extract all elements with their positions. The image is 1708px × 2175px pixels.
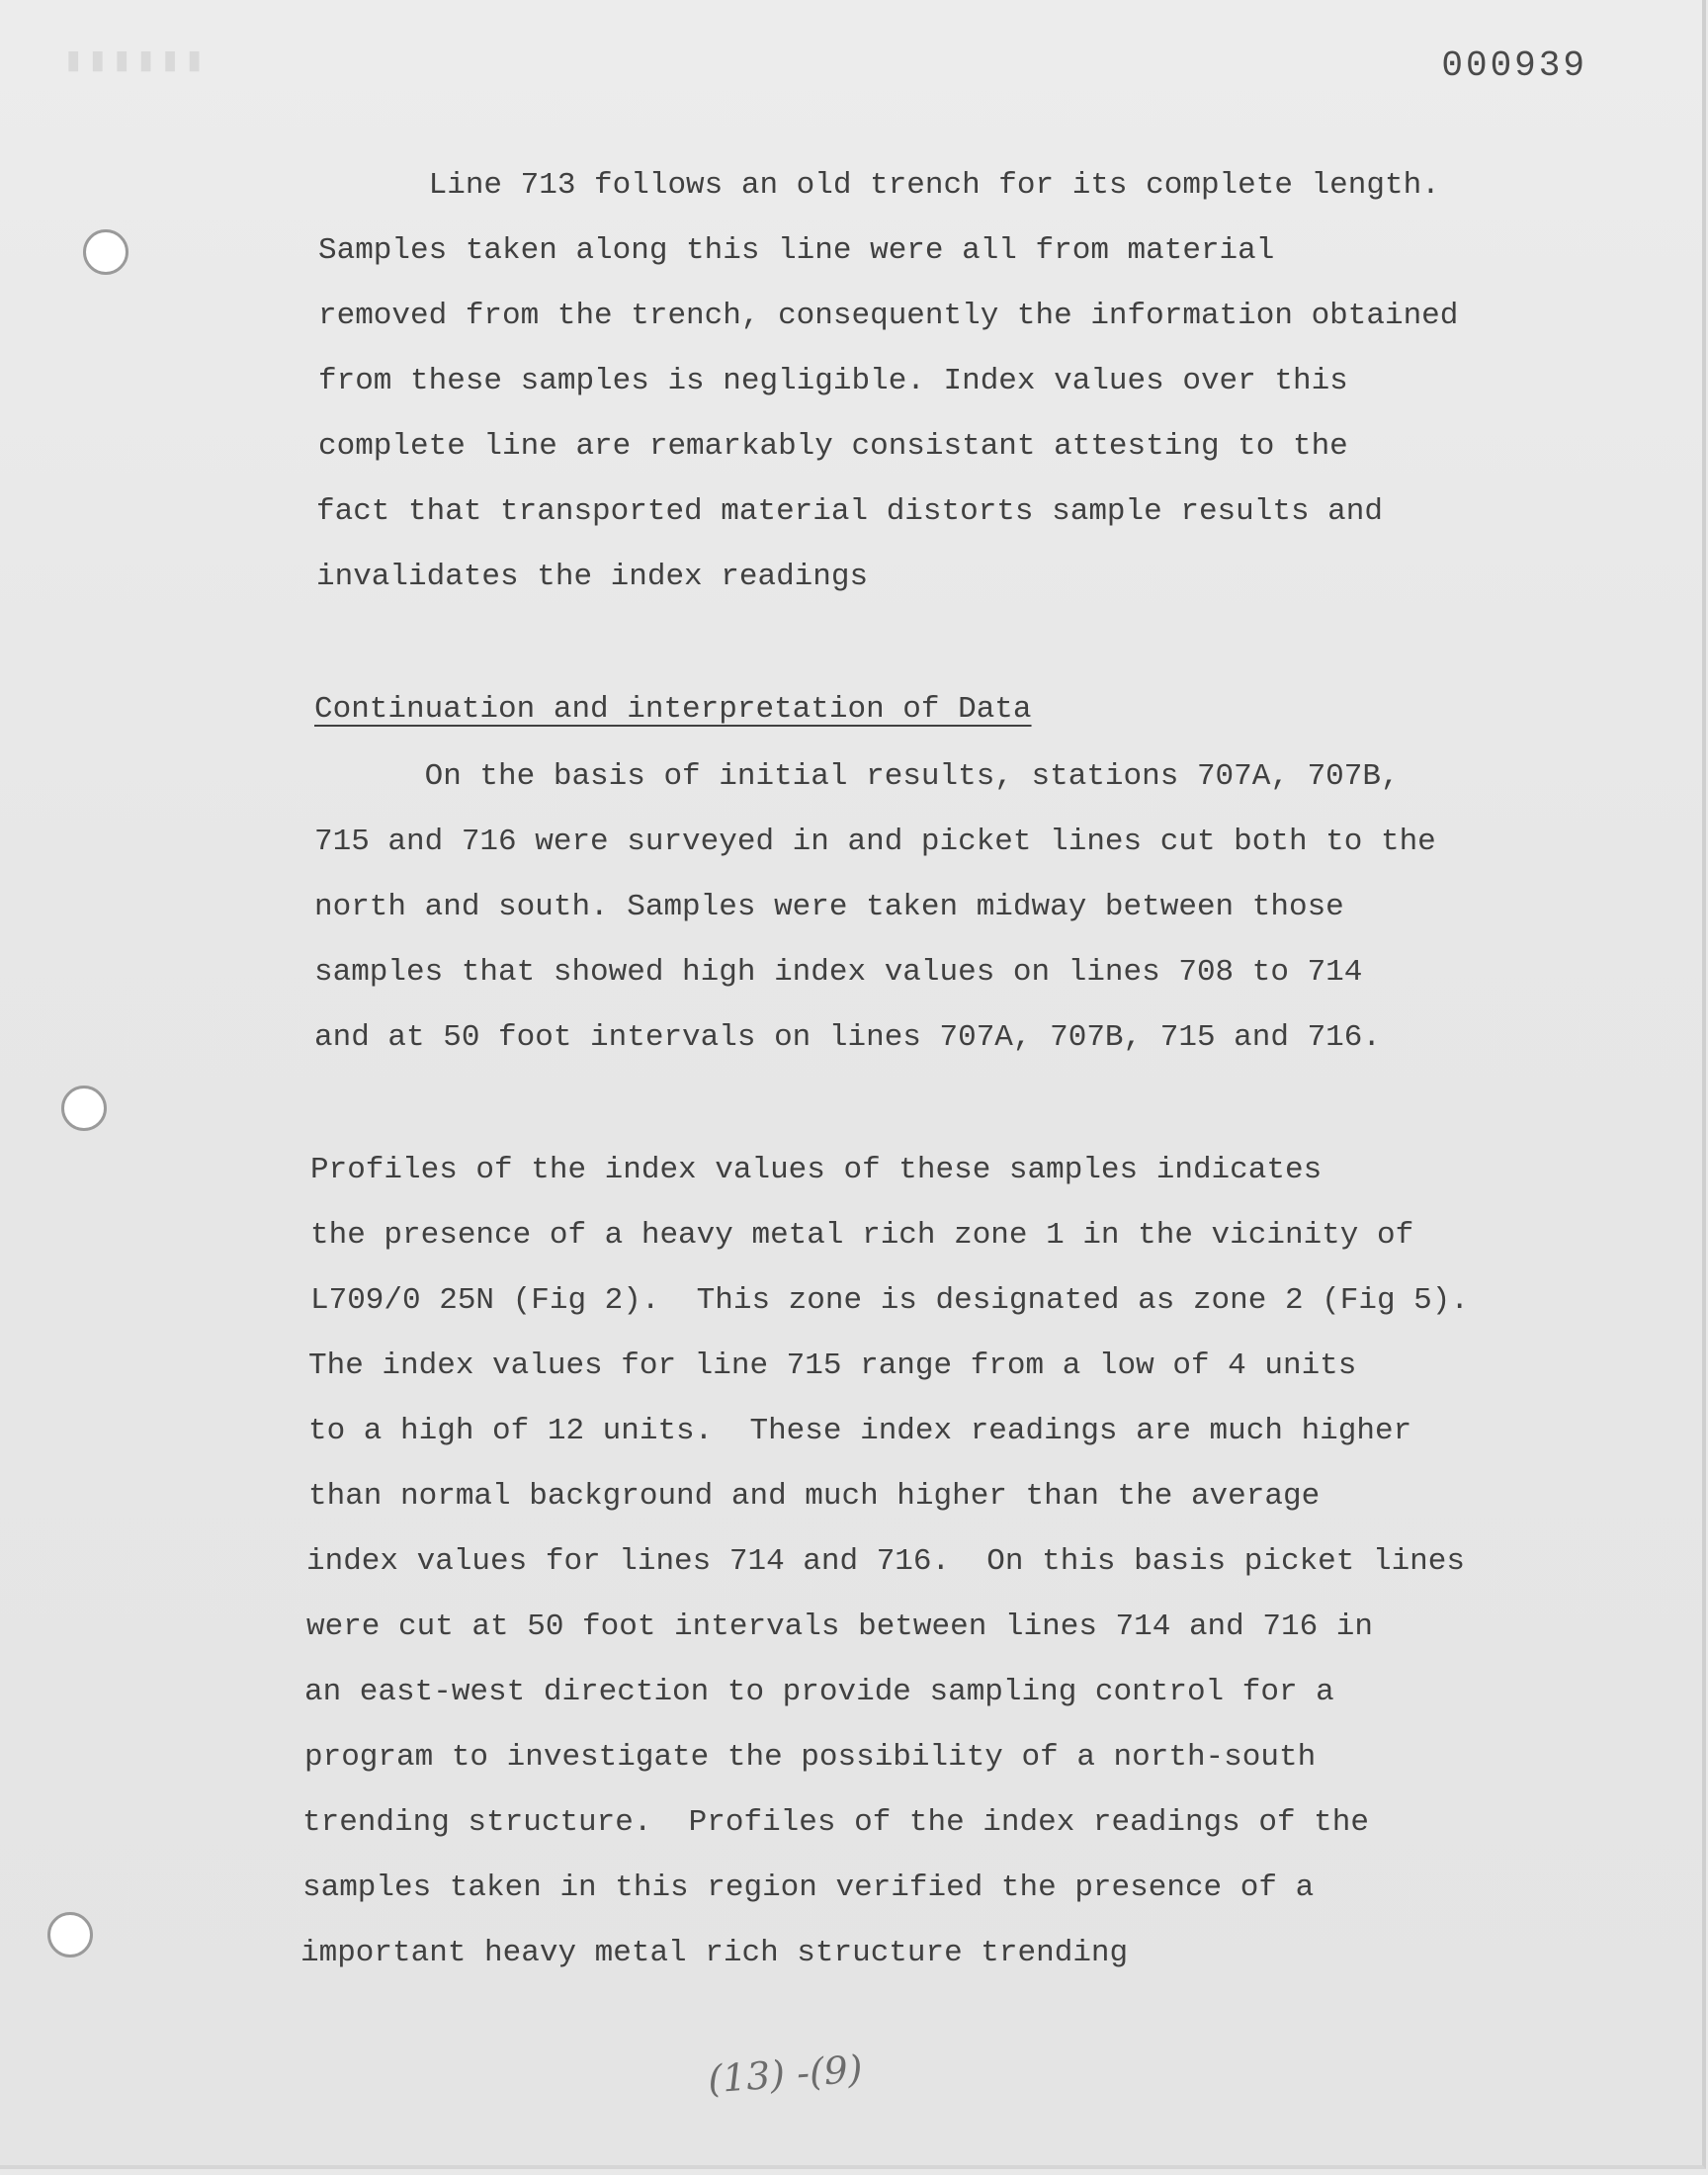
section-line: 715 and 716 were surveyed in and picket lines cut both to the: [314, 825, 1436, 859]
page-number: 000939: [1441, 45, 1587, 86]
profile-line: an east-west direction to provide sampling control for a: [304, 1675, 1334, 1709]
profile-line: to a high of 12 units. These index readings are much higher: [308, 1414, 1412, 1448]
intro-line: from these samples is negligible. Index values over this: [318, 364, 1348, 398]
profile-line: were cut at 50 foot intervals between lines 714 and 716 in: [306, 1610, 1373, 1644]
intro-line: invalidates the index readings: [316, 560, 869, 594]
profile-line: than normal background and much higher than the average: [308, 1479, 1321, 1514]
section-line: samples that showed high index values on lines 708 to 714: [314, 955, 1363, 990]
profile-line: index values for lines 714 and 716. On this basis picket lines: [306, 1544, 1465, 1579]
profile-line: program to investigate the possibility of a north-south: [304, 1740, 1317, 1775]
profile-line: important heavy metal rich structure trending: [300, 1936, 1129, 1970]
intro-line: removed from the trench, consequently the information obtained: [318, 299, 1459, 333]
intro-line: fact that transported material distorts sample results and: [316, 494, 1383, 529]
profile-line: The index values for line 715 range from a low of 4 units: [308, 1348, 1357, 1383]
profile-line: the presence of a heavy metal rich zone 1 in the vicinity of: [310, 1218, 1414, 1253]
section-heading: Continuation and interpretation of Data: [314, 692, 1032, 727]
faint-stamp-bleedthrough: ▮▮▮▮▮▮: [63, 44, 209, 81]
punch-hole-middle: [61, 1086, 107, 1131]
section-line: On the basis of initial results, stations 707A, 707B,: [314, 759, 1400, 794]
intro-line: complete line are remarkably consistant attesting to the: [318, 429, 1348, 464]
intro-line: Line 713 follows an old trench for its complete length.: [318, 168, 1440, 203]
intro-line: Samples taken along this line were all from material: [318, 233, 1275, 268]
punch-hole-top: [83, 229, 128, 275]
profile-line: trending structure. Profiles of the index readings of the: [302, 1805, 1369, 1840]
profile-line: Profiles of the index values of these samples indicates: [310, 1153, 1323, 1187]
profile-line: L709/0 25N (Fig 2). This zone is designated as zone 2 (Fig 5).: [310, 1283, 1469, 1318]
section-line: north and south. Samples were taken midway between those: [314, 890, 1344, 924]
punch-hole-bottom: [47, 1912, 93, 1958]
profile-line: samples taken in this region verified the presence of a: [302, 1870, 1315, 1905]
handwritten-page-mark: (13) -(9): [706, 2046, 865, 2102]
section-line: and at 50 foot intervals on lines 707A, 707B, 715 and 716.: [314, 1020, 1381, 1055]
